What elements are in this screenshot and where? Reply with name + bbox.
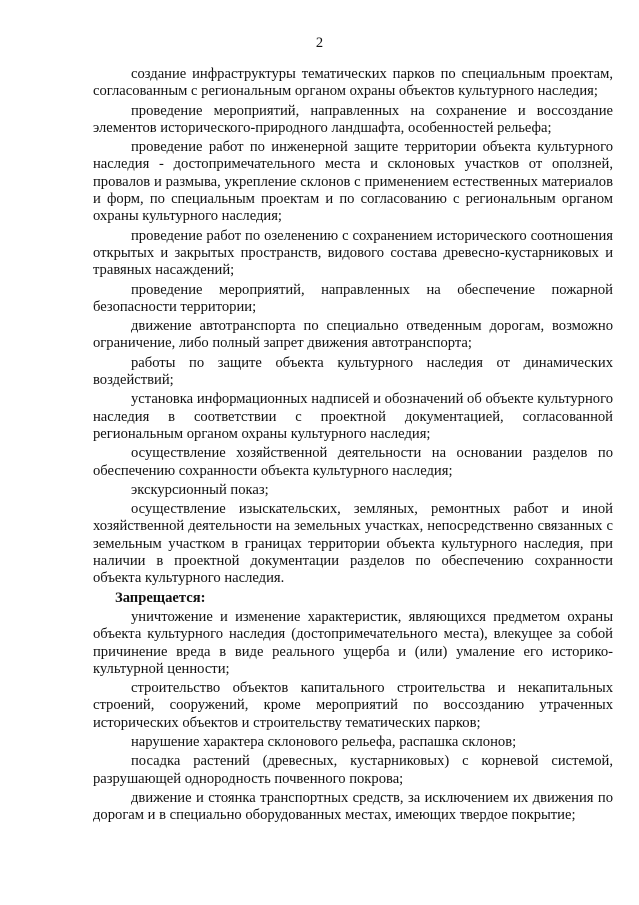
- paragraph: экскурсионный показ;: [131, 481, 269, 498]
- paragraph: посадка растений (древесных, кустарниковых) с корневой системой, разрушающей однородность почвенного покрова;: [93, 753, 613, 787]
- paragraph: строительство объектов капитального строительства и некапитальных строений, сооружений, кроме мероприятий по воссозданию утраченных исторических объектов и строительству тематических парков;: [93, 680, 613, 731]
- page-number: 2: [315, 35, 324, 51]
- paragraph: уничтожение и изменение характеристик, являющихся предметом охраны объекта культурного наследия (достопримечательного места), влекущее за собой причинение вреда в виде реального ущерба и (или) умаление его историко-культурной ценности;: [93, 608, 613, 677]
- paragraph: нарушение характера склонового рельефа, распашка склонов;: [131, 733, 517, 750]
- paragraph: работы по защите объекта культурного наследия от динамических воздействий;: [93, 354, 613, 389]
- paragraph: проведение мероприятий, направленных на сохранение и воссоздание элементов исторического-природного ландшафта, особенностей рельефа;: [93, 102, 613, 136]
- paragraph: движение автотранспорта по специально отведенным дорогам, возможно ограничение, либо полный запрет движения автотранспорта;: [93, 318, 613, 352]
- paragraph: осуществление изыскательских, земляных, ремонтных работ и иной хозяйственной деятельности на земельных участках, непосредственно связанных с земельным участком в границах территории объекта культурного наследия, при наличии в проектной документации разделов по обеспечению сохранности объекта культурного наследия.: [93, 501, 613, 587]
- paragraph: установка информационных надписей и обозначений об объекте культурного наследия в соответствии с проектной документацией, согласованной региональным органом охраны культурного наследия;: [93, 391, 613, 442]
- section-heading-prohibited: Запрещается:: [115, 589, 206, 606]
- paragraph: осуществление хозяйственной деятельности на основании разделов по обеспечению сохранности объекта культурного наследия;: [93, 445, 613, 479]
- document-body: [93, 66, 613, 826]
- paragraph: движение и стоянка транспортных средств, за исключением их движения по дорогам и в специально оборудованных местах, имеющих твердое покрытие;: [93, 789, 613, 824]
- paragraph: создание инфраструктуры тематических парков по специальным проектам, согласованным с региональным органом охраны объектов культурного наследия;: [93, 66, 613, 100]
- paragraph: проведение мероприятий, направленных на обеспечение пожарной безопасности территории;: [93, 281, 613, 315]
- paragraph: проведение работ по озеленению с сохранением исторического соотношения открытых и закрытых пространств, видового состава древесно-кустарниковых и травяных насаждений;: [93, 227, 613, 279]
- paragraph: проведение работ по инженерной защите территории объекта культурного наследия - достопримечательного места и склоновых участков от оползней, провалов и размыва, укрепление склонов с применением естественных материалов и форм, по специальным проектам и по согласованию с региональным органом охраны культурного наследия;: [93, 139, 613, 225]
